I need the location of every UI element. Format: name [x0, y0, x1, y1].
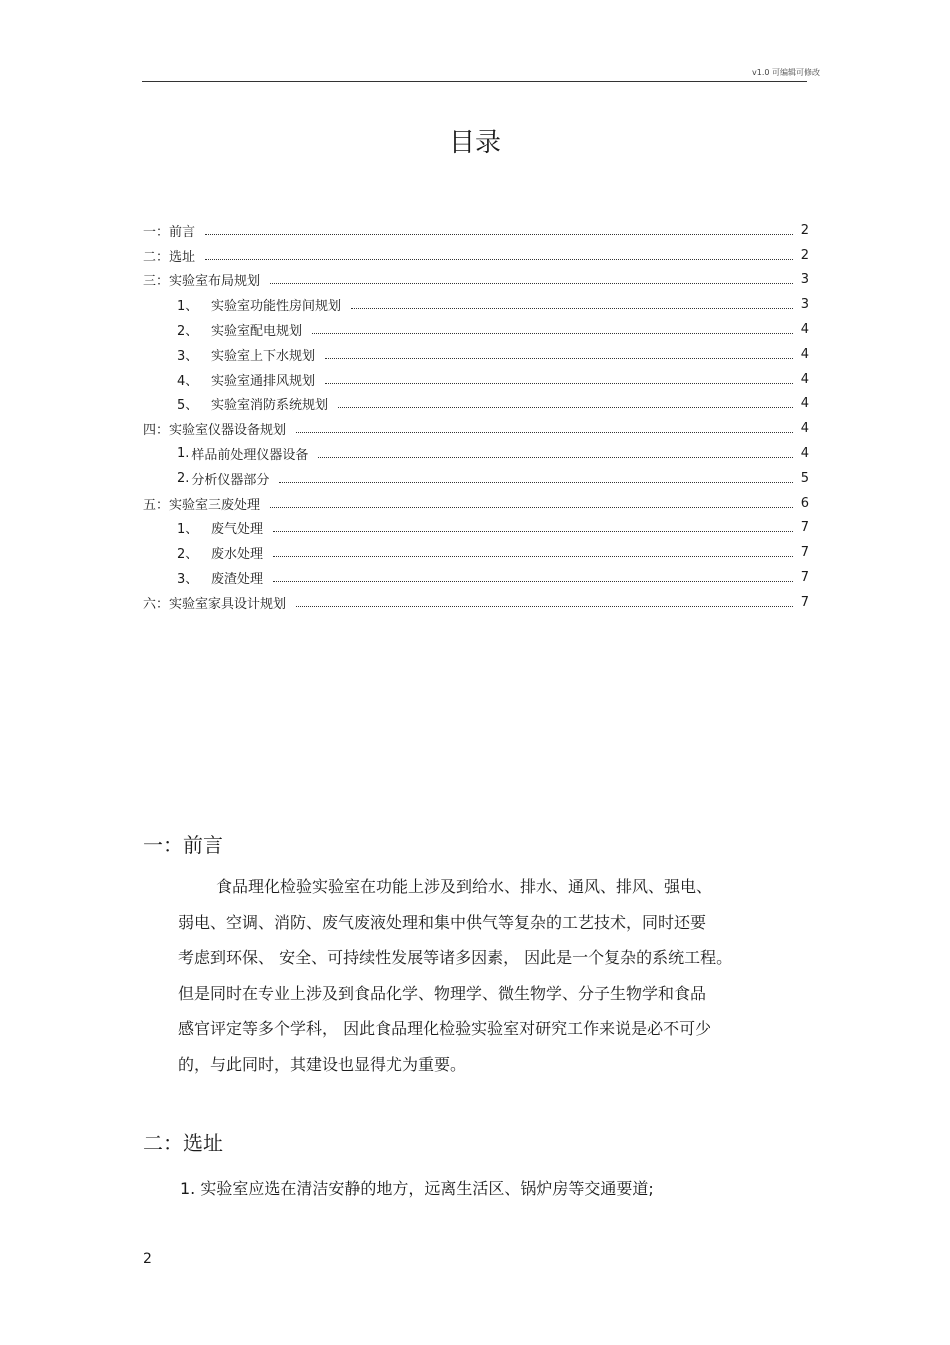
- toc-entry[interactable]: [143, 565, 809, 590]
- toc-entry[interactable]: [143, 590, 809, 615]
- toc-entry-number: 二：: [143, 249, 170, 265]
- toc-entry-number: 2、: [177, 547, 199, 563]
- toc-entry[interactable]: [143, 367, 809, 392]
- toc-entry-label: 实验室三废处理: [169, 497, 261, 513]
- preface-line: 食品理化检验实验室在功能上涉及到给水、排水、通风、排风、强电、: [216, 877, 713, 896]
- toc-entry-page: 3: [800, 272, 809, 288]
- toc-entry[interactable]: [143, 218, 809, 243]
- toc-entry[interactable]: [143, 466, 809, 491]
- toc-entry-label: 实验室消防系统规划: [211, 398, 329, 414]
- toc-entry-label: 前言: [169, 224, 196, 240]
- toc-dot-leader: [351, 308, 793, 309]
- toc-dot-leader: [318, 457, 793, 458]
- toc-entry[interactable]: [143, 392, 809, 417]
- toc-entry-label: 实验室家具设计规划: [169, 596, 287, 612]
- toc-entry-page: 5: [800, 470, 809, 486]
- header-version-note: v1.0 可编辑可修改: [752, 68, 820, 77]
- toc-dot-leader: [338, 407, 793, 408]
- toc-entry-page: 7: [800, 570, 809, 586]
- toc-entry-number: 三：: [143, 274, 170, 290]
- toc-entry-page: 4: [800, 446, 809, 462]
- preface-line: 感官评定等多个学科， 因此食品理化检验实验室对研究工作来说是必不可少: [178, 1019, 712, 1038]
- toc-entry-label: 废气处理: [211, 522, 264, 538]
- page-number: 2: [143, 1251, 152, 1267]
- toc-entry-number: 五：: [143, 497, 170, 513]
- toc-entry-number: 3、: [177, 348, 199, 364]
- toc-entry-page: 7: [800, 594, 809, 610]
- toc-entry-label: 废水处理: [211, 547, 264, 563]
- toc-entry[interactable]: [143, 342, 809, 367]
- toc-entry[interactable]: [143, 416, 809, 441]
- toc-dot-leader: [296, 606, 793, 607]
- toc-entry-label: 实验室配电规划: [211, 324, 303, 340]
- toc-dot-leader: [296, 432, 793, 433]
- toc-entry-label: 实验室上下水规划: [211, 348, 316, 364]
- toc-dot-leader: [273, 531, 793, 532]
- toc-entry-label: 实验室通排风规划: [211, 373, 316, 389]
- toc-entry-page: 4: [800, 322, 809, 338]
- table-of-contents: [143, 218, 809, 615]
- toc-dot-leader: [325, 383, 793, 384]
- preface-line: 但是同时在专业上涉及到食品化学、物理学、微生物学、分子生物学和食品: [178, 983, 707, 1003]
- toc-entry-number: 1、: [177, 522, 199, 538]
- toc-dot-leader: [325, 358, 793, 359]
- toc-entry[interactable]: [143, 491, 809, 516]
- toc-entry-number: 六：: [143, 596, 170, 612]
- preface-paragraph: [178, 869, 818, 1082]
- toc-entry-number: 1.: [177, 446, 190, 462]
- toc-dot-leader: [205, 259, 793, 260]
- toc-entry[interactable]: [143, 268, 809, 293]
- preface-line: 考虑到环保、 安全、可持续性发展等诸多因素， 因此是一个复杂的系统工程。: [178, 948, 733, 967]
- toc-entry-number: 2.: [177, 470, 190, 486]
- toc-entry-number: 4、: [177, 373, 199, 389]
- toc-entry[interactable]: [143, 292, 809, 317]
- toc-dot-leader: [205, 234, 793, 235]
- toc-entry-number: 四：: [143, 423, 170, 439]
- toc-entry-label: 废渣处理: [211, 572, 264, 588]
- toc-entry-label: 实验室功能性房间规划: [211, 299, 342, 315]
- toc-entry-number: 3、: [177, 572, 199, 588]
- toc-entry-label: 分析仪器部分: [191, 472, 270, 488]
- toc-entry[interactable]: [143, 317, 809, 342]
- toc-dot-leader: [312, 333, 793, 334]
- toc-entry-label: 选址: [169, 249, 196, 265]
- toc-entry-number: 2、: [177, 324, 199, 340]
- toc-entry[interactable]: [143, 243, 809, 268]
- toc-entry-number: 1、: [177, 299, 199, 315]
- preface-line: 弱电、空调、消防、废气废液处理和集中供气等复杂的工艺技术，同时还要: [178, 912, 707, 932]
- toc-entry[interactable]: [143, 540, 809, 565]
- toc-dot-leader: [270, 507, 793, 508]
- toc-entry-page: 7: [800, 520, 809, 536]
- toc-entry-page: 4: [800, 421, 809, 437]
- toc-entry-number: 一：: [143, 224, 170, 240]
- toc-entry[interactable]: [143, 516, 809, 541]
- toc-dot-leader: [273, 581, 793, 582]
- toc-entry-page: 7: [800, 545, 809, 561]
- toc-entry-page: 2: [800, 222, 809, 238]
- toc-entry-label: 样品前处理仪器设备: [191, 448, 309, 464]
- toc-entry-page: 6: [800, 495, 809, 511]
- toc-entry-page: 4: [800, 346, 809, 362]
- toc-title: 目录: [448, 128, 501, 158]
- header-rule: [142, 81, 807, 82]
- toc-entry-label: 实验室仪器设备规划: [169, 423, 287, 439]
- toc-entry-page: 4: [800, 371, 809, 387]
- toc-entry-label: 实验室布局规划: [169, 274, 261, 290]
- toc-entry-number: 5、: [177, 398, 199, 414]
- site-selection-item-1: 1. 实验室应选在清洁安静的地方，远离生活区、锅炉房等交通要道;: [180, 1179, 654, 1198]
- toc-entry-page: 4: [800, 396, 809, 412]
- section-heading-preface: 一：前言: [143, 833, 223, 857]
- toc-entry[interactable]: [143, 441, 809, 466]
- toc-entry-page: 3: [800, 297, 809, 313]
- preface-line: 的，与此同时，其建设也显得尤为重要。: [178, 1054, 467, 1074]
- toc-dot-leader: [273, 556, 793, 557]
- toc-dot-leader: [270, 283, 793, 284]
- toc-entry-page: 2: [800, 247, 809, 263]
- section-heading-site-selection: 二：选址: [143, 1131, 223, 1155]
- toc-dot-leader: [279, 482, 793, 483]
